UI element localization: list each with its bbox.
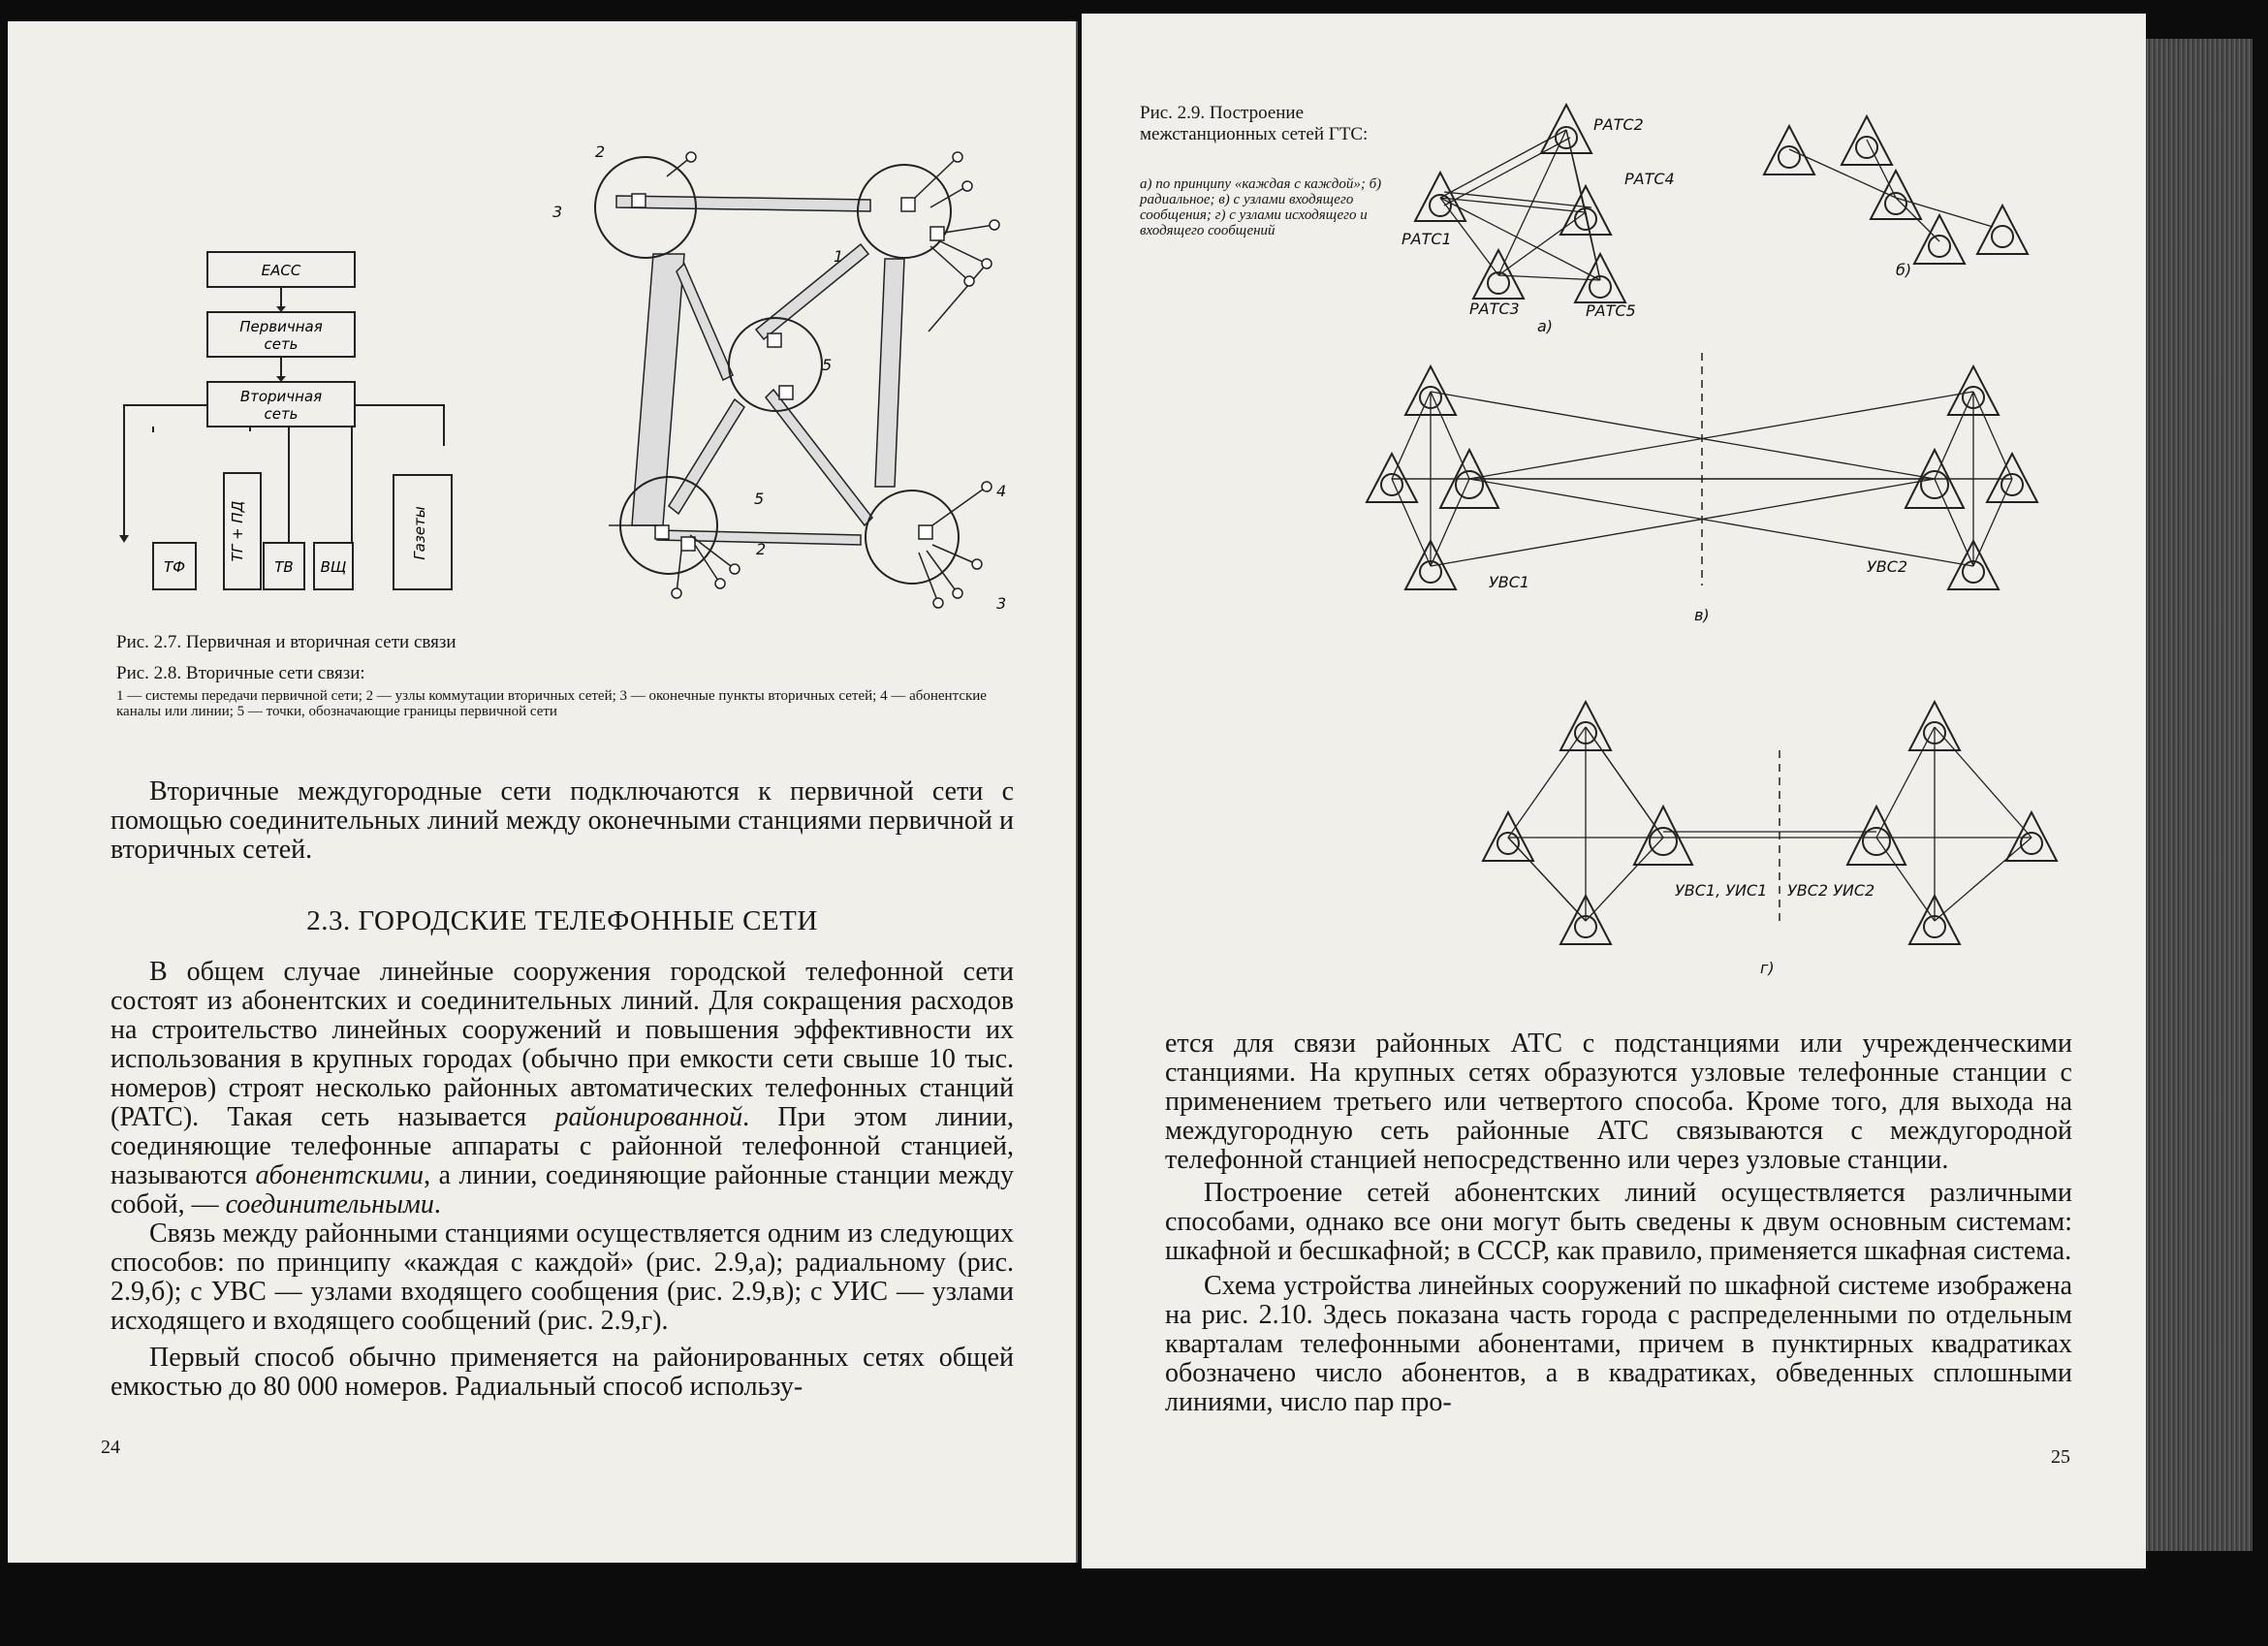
fig-2-8-title: Рис. 2.8. Вторичные сети связи: [116, 663, 365, 683]
fig-2-9b-tag: б) [1896, 261, 1912, 279]
output-gazety: Газеты [411, 506, 428, 560]
right-paragraph-1: ется для связи районных АТС с подстанциями или учрежденческими станциями. На крупных сетях образуются узловые телефонные станции с применением третьего или четвертого способа. Кроме того, для выхода на междугородную сеть районные АТС связываются с междугородной телефонной станцией непосредственно или через узловые станции. [1165, 1029, 2072, 1175]
output-tg-pd: ТГ + ПД [229, 500, 246, 562]
fig-2-9v-tag: в) [1694, 606, 1710, 624]
fig-2-8-network-diagram [531, 118, 1035, 622]
left-page [8, 21, 1078, 1563]
book-page-edges [2146, 39, 2252, 1551]
uvs1-label: УВС1 [1489, 573, 1530, 591]
left-paragraph-3: Первый способ обычно применяется на районированных сетях общей емкостью до 80 000 номеров. Радиальный способ использу- [110, 1343, 1014, 1402]
page-number-right: 25 [2051, 1446, 2070, 1468]
secondary-label-2: сеть [264, 405, 299, 423]
net-label-2b: 2 [756, 540, 767, 558]
right-paragraph-3: Схема устройства линейных сооружений по шкафной системе изображена на рис. 2.10. Здесь показана часть города с распределенными по отдельным кварталам телефонными абонентами, причем в пунктирных квадратиках обозначено число абонентов, а в квадратиках, обведенных сплошными линиями, число пар про- [1165, 1271, 2072, 1417]
fig-2-9-legend: а) по принципу «каждая с каждой»; б) радиальное; в) с узлами входящего сообщения; г) с узлами исходящего и входящего сообщений [1140, 176, 1382, 238]
fig-2-9g-diagram [1469, 692, 2090, 983]
output-tf: ТФ [163, 558, 186, 576]
page-number-left: 24 [101, 1437, 120, 1458]
ratc2-label: РАТС2 [1593, 115, 1644, 134]
fig-2-9b-diagram [1750, 91, 2146, 285]
fig-2-9g-tag: г) [1760, 959, 1775, 977]
net-label-3a: 3 [552, 203, 563, 221]
fig-2-9a-diagram [1402, 91, 1683, 343]
ratc5-label: РАТС5 [1586, 301, 1636, 320]
fig-2-7-caption: Рис. 2.7. Первичная и вторичная сети связи [116, 632, 457, 652]
fig-2-9a-tag: а) [1537, 317, 1554, 335]
right-paragraph-2: Построение сетей абонентских линий осуществляется различными способами, однако все они могут быть сведены к двум основным системам: шкафной и бесшкафной; в СССР, как правило, применяется шкафная система. [1165, 1178, 2072, 1266]
net-label-5b: 5 [754, 490, 765, 508]
secondary-label-1: Вторичная [239, 388, 323, 405]
ratc4-label: РАТС4 [1624, 170, 1675, 188]
output-tv: ТВ [274, 558, 294, 576]
net-label-1: 1 [834, 247, 844, 266]
uvs2-label: УВС2 [1867, 557, 1908, 576]
net-label-2a: 2 [595, 142, 606, 161]
fig-2-8-legend: 1 — системы передачи первичной сети; 2 — узлы коммутации вторичных сетей; 3 — оконечные пункты вторичных сетей; 4 — абонентские каналы или линии; 5 — точки, обозначающие границы первичной сети [116, 688, 987, 719]
output-vshch: ВЩ [320, 558, 347, 576]
right-page [1082, 14, 2146, 1568]
right-body [1165, 1029, 2072, 1417]
net-label-3b: 3 [996, 594, 1007, 613]
left-paragraph-1: В общем случае линейные сооружения городской телефонной сети состоят из абонентских и соединительных линий. Для сокращения расходов на строительство линейных сооружений и повышения эффективности их использования в крупных городах (обычно при емкости сети свыше 10 тыс. номеров) строят несколько районных автоматических телефонных станций (РАТС). Такая сеть называется районированной. При этом линии, соединяющие телефонные аппараты с районной телефонной станцией, называются абонентскими, а линии, соединяющие районные станции между собой, — соединительными. [110, 957, 1015, 1219]
primary-label-1: Первичная [239, 318, 323, 335]
ratc1-label: РАТС1 [1402, 230, 1452, 248]
intro-text: Вторичные междугородные сети подключаются к первичной сети с помощью соединительных линий между оконечными станциями первичной и вторичных сетей. [110, 776, 1014, 865]
net-label-4: 4 [996, 482, 1007, 500]
left-paragraph-2: Связь между районными станциями осуществляется одним из следующих способов: по принципу «каждая с каждой» (рис. 2.9,а); радиальному (рис. 2.9,б); с УВС — узлами входящего сообщения (рис. 2.9,в); с УИС — узлами исходящего и входящего сообщений (рис. 2.9,г). [110, 1219, 1014, 1336]
net-label-5a: 5 [822, 356, 833, 374]
uvs2-uis2-label: УВС2 УИС2 [1787, 881, 1875, 900]
section-heading: 2.3. ГОРОДСКИЕ ТЕЛЕФОННЫЕ СЕТИ [306, 905, 818, 936]
fig-2-7-block-diagram [95, 242, 483, 611]
ratc3-label: РАТС3 [1469, 300, 1520, 318]
left-body [110, 958, 1014, 1402]
fig-2-9v-diagram [1353, 353, 2051, 644]
uvs1-uis1-label: УВС1, УИС1 [1675, 881, 1768, 900]
eass-label: ЕАСС [261, 262, 301, 279]
intro-paragraph [110, 777, 1014, 865]
fig-2-9-title: Рис. 2.9. Построение межстанционных сетей ГТС: [1140, 103, 1369, 144]
primary-label-2: сеть [264, 335, 299, 353]
